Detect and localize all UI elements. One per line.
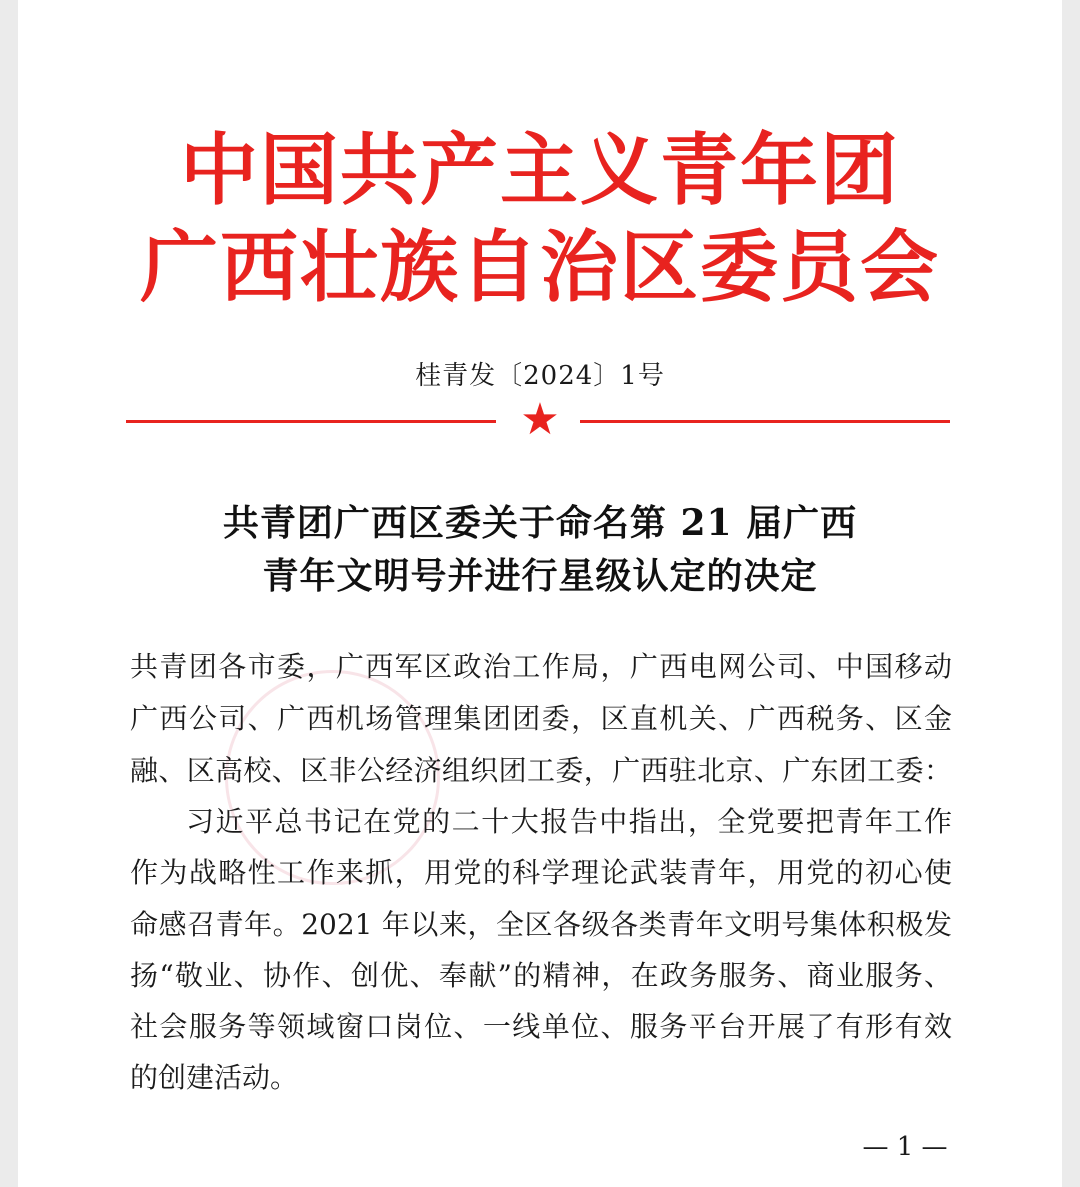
body-line: 命感召青年。2021 年以来，全区各级各类青年文明号集体积极发	[130, 908, 952, 941]
document-title-line-1: 共青团广西区委关于命名第 21 届广西	[222, 502, 858, 544]
body-line: 社会服务等领域窗口岗位、一线单位、服务平台开展了有形有效	[130, 1010, 952, 1043]
body-line: 习近平总书记在党的二十大报告中指出，全党要把青年工作	[186, 805, 952, 838]
page-number: — 1 —	[862, 1132, 948, 1162]
body-line: 作为战略性工作来抓，用党的科学理论武装青年，用党的初心使	[130, 856, 952, 889]
body-line: 的创建活动。	[130, 1061, 299, 1094]
document-title-line-2: 青年文明号并进行星级认定的决定	[262, 555, 818, 597]
body-line: 融、区高校、区非公经济组织团工委，广西驻北京、广东团工委：	[130, 754, 952, 787]
star-icon: ★	[520, 394, 560, 445]
header-title-line-2: 广西壮族自治区委员会	[139, 222, 940, 313]
body-line: 共青团各市委，广西军区政治工作局，广西电网公司、中国移动	[130, 650, 952, 683]
document-number: 桂青发〔2024〕1号	[415, 361, 665, 391]
red-rule-left	[126, 420, 496, 423]
body-line: 广西公司、广西机场管理集团团委，区直机关、广西税务、区金	[130, 702, 952, 735]
header-title-line-1: 中国共产主义青年团	[179, 125, 900, 216]
red-rule-right	[580, 420, 950, 423]
body-line: 扬“敬业、协作、创优、奉献”的精神，在政务服务、商业服务、	[130, 959, 952, 992]
